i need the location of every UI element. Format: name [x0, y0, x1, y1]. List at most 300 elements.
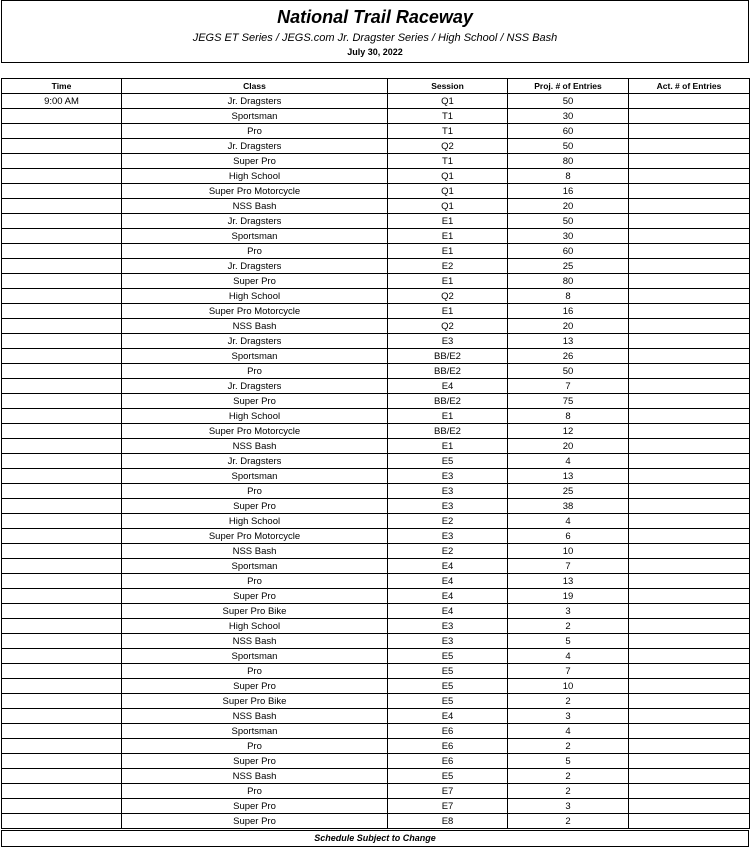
actual-entries-cell [629, 784, 750, 799]
session-cell: E5 [388, 664, 508, 679]
time-cell [2, 634, 122, 649]
time-cell [2, 379, 122, 394]
schedule-table [1, 78, 750, 829]
projected-entries-cell: 4 [508, 514, 629, 529]
session-cell: E3 [388, 499, 508, 514]
table-header-row [2, 79, 750, 94]
class-cell: Sportsman [122, 724, 388, 739]
actual-entries-cell [629, 154, 750, 169]
session-cell: E4 [388, 604, 508, 619]
actual-entries-cell [629, 619, 750, 634]
class-cell: NSS Bash [122, 199, 388, 214]
projected-entries-cell: 38 [508, 499, 629, 514]
actual-entries-cell [629, 604, 750, 619]
session-cell: E8 [388, 814, 508, 829]
projected-entries-cell: 8 [508, 169, 629, 184]
class-cell: Pro [122, 364, 388, 379]
projected-entries-cell: 2 [508, 814, 629, 829]
event-date: July 30, 2022 [347, 47, 403, 57]
actual-entries-cell [629, 454, 750, 469]
table-row [2, 199, 750, 214]
table-row [2, 784, 750, 799]
session-cell: E3 [388, 469, 508, 484]
projected-entries-cell: 19 [508, 589, 629, 604]
class-cell: Super Pro [122, 499, 388, 514]
projected-entries-cell: 3 [508, 604, 629, 619]
time-cell [2, 364, 122, 379]
actual-entries-cell [629, 469, 750, 484]
projected-entries-cell: 60 [508, 124, 629, 139]
projected-entries-cell: 6 [508, 529, 629, 544]
time-cell [2, 334, 122, 349]
actual-entries-cell [629, 184, 750, 199]
class-cell: Sportsman [122, 349, 388, 364]
time-cell [2, 559, 122, 574]
class-cell: Super Pro [122, 589, 388, 604]
table-row [2, 124, 750, 139]
table-row [2, 754, 750, 769]
class-cell: High School [122, 514, 388, 529]
session-cell: T1 [388, 124, 508, 139]
projected-entries-cell: 50 [508, 214, 629, 229]
time-cell [2, 469, 122, 484]
projected-entries-cell: 26 [508, 349, 629, 364]
session-cell: E2 [388, 544, 508, 559]
table-row [2, 679, 750, 694]
time-cell [2, 409, 122, 424]
session-cell: Q1 [388, 184, 508, 199]
table-row [2, 169, 750, 184]
actual-entries-cell [629, 814, 750, 829]
session-cell: E1 [388, 229, 508, 244]
session-cell: T1 [388, 109, 508, 124]
class-cell: NSS Bash [122, 439, 388, 454]
projected-entries-cell: 80 [508, 154, 629, 169]
table-row [2, 154, 750, 169]
time-cell [2, 619, 122, 634]
actual-entries-cell [629, 739, 750, 754]
actual-entries-cell [629, 544, 750, 559]
table-row [2, 604, 750, 619]
table-row [2, 499, 750, 514]
class-cell: Pro [122, 124, 388, 139]
time-cell [2, 529, 122, 544]
session-cell: BB/E2 [388, 364, 508, 379]
class-cell: Super Pro Motorcycle [122, 529, 388, 544]
time-cell [2, 394, 122, 409]
time-cell: 9:00 AM [2, 94, 122, 109]
projected-entries-cell: 50 [508, 364, 629, 379]
actual-entries-cell [629, 439, 750, 454]
table-row [2, 799, 750, 814]
session-cell: Q1 [388, 169, 508, 184]
column-header-actual-entries: Act. # of Entries [629, 79, 750, 94]
projected-entries-cell: 12 [508, 424, 629, 439]
actual-entries-cell [629, 589, 750, 604]
actual-entries-cell [629, 289, 750, 304]
table-row [2, 529, 750, 544]
time-cell [2, 154, 122, 169]
class-cell: Super Pro [122, 679, 388, 694]
session-cell: E3 [388, 529, 508, 544]
session-cell: Q1 [388, 199, 508, 214]
class-cell: Super Pro [122, 274, 388, 289]
column-header-time: Time [2, 79, 122, 94]
actual-entries-cell [629, 124, 750, 139]
projected-entries-cell: 4 [508, 454, 629, 469]
event-series-subtitle: JEGS ET Series / JEGS.com Jr. Dragster Series / High School / NSS Bash [192, 32, 558, 44]
time-cell [2, 574, 122, 589]
actual-entries-cell [629, 109, 750, 124]
projected-entries-cell: 10 [508, 544, 629, 559]
time-cell [2, 199, 122, 214]
session-cell: E4 [388, 709, 508, 724]
session-cell: E3 [388, 619, 508, 634]
actual-entries-cell [629, 799, 750, 814]
class-cell: Super Pro [122, 754, 388, 769]
time-cell [2, 289, 122, 304]
time-cell [2, 109, 122, 124]
class-cell: Super Pro Bike [122, 694, 388, 709]
schedule-table-body [2, 94, 750, 829]
projected-entries-cell: 5 [508, 634, 629, 649]
class-cell: Pro [122, 484, 388, 499]
class-cell: Sportsman [122, 109, 388, 124]
time-cell [2, 499, 122, 514]
actual-entries-cell [629, 694, 750, 709]
session-cell: E3 [388, 334, 508, 349]
class-cell: Sportsman [122, 469, 388, 484]
projected-entries-cell: 50 [508, 139, 629, 154]
class-cell: Super Pro [122, 814, 388, 829]
time-cell [2, 679, 122, 694]
class-cell: Pro [122, 574, 388, 589]
time-cell [2, 214, 122, 229]
time-cell [2, 604, 122, 619]
projected-entries-cell: 16 [508, 304, 629, 319]
class-cell: Jr. Dragsters [122, 94, 388, 109]
table-row [2, 709, 750, 724]
session-cell: Q2 [388, 139, 508, 154]
actual-entries-cell [629, 634, 750, 649]
class-cell: Super Pro [122, 154, 388, 169]
actual-entries-cell [629, 169, 750, 184]
table-row [2, 469, 750, 484]
session-cell: E5 [388, 694, 508, 709]
time-cell [2, 814, 122, 829]
class-cell: Jr. Dragsters [122, 214, 388, 229]
session-cell: E6 [388, 754, 508, 769]
projected-entries-cell: 8 [508, 289, 629, 304]
session-cell: E1 [388, 304, 508, 319]
table-row [2, 559, 750, 574]
time-cell [2, 439, 122, 454]
actual-entries-cell [629, 214, 750, 229]
actual-entries-cell [629, 349, 750, 364]
time-cell [2, 139, 122, 154]
time-cell [2, 274, 122, 289]
session-cell: Q2 [388, 319, 508, 334]
session-cell: E7 [388, 784, 508, 799]
class-cell: Super Pro Motorcycle [122, 304, 388, 319]
projected-entries-cell: 50 [508, 94, 629, 109]
table-row [2, 439, 750, 454]
column-header-projected-entries: Proj. # of Entries [508, 79, 629, 94]
actual-entries-cell [629, 514, 750, 529]
class-cell: Jr. Dragsters [122, 259, 388, 274]
time-cell [2, 754, 122, 769]
table-row [2, 589, 750, 604]
table-row [2, 274, 750, 289]
class-cell: Sportsman [122, 559, 388, 574]
projected-entries-cell: 2 [508, 769, 629, 784]
session-cell: Q2 [388, 289, 508, 304]
actual-entries-cell [629, 679, 750, 694]
actual-entries-cell [629, 484, 750, 499]
projected-entries-cell: 30 [508, 109, 629, 124]
time-cell [2, 724, 122, 739]
time-cell [2, 709, 122, 724]
actual-entries-cell [629, 274, 750, 289]
class-cell: High School [122, 289, 388, 304]
table-row [2, 184, 750, 199]
actual-entries-cell [629, 529, 750, 544]
time-cell [2, 349, 122, 364]
page-title: National Trail Raceway [277, 7, 473, 27]
projected-entries-cell: 7 [508, 559, 629, 574]
class-cell: NSS Bash [122, 709, 388, 724]
class-cell: Pro [122, 244, 388, 259]
table-row [2, 364, 750, 379]
projected-entries-cell: 25 [508, 484, 629, 499]
projected-entries-cell: 75 [508, 394, 629, 409]
table-row [2, 214, 750, 229]
session-cell: E2 [388, 259, 508, 274]
projected-entries-cell: 2 [508, 619, 629, 634]
class-cell: Pro [122, 664, 388, 679]
session-cell: E1 [388, 214, 508, 229]
table-row [2, 724, 750, 739]
class-cell: High School [122, 409, 388, 424]
session-cell: E6 [388, 739, 508, 754]
class-cell: NSS Bash [122, 319, 388, 334]
actual-entries-cell [629, 259, 750, 274]
table-row [2, 334, 750, 349]
time-cell [2, 259, 122, 274]
table-row [2, 139, 750, 154]
actual-entries-cell [629, 244, 750, 259]
class-cell: Jr. Dragsters [122, 379, 388, 394]
class-cell: Super Pro [122, 799, 388, 814]
projected-entries-cell: 7 [508, 664, 629, 679]
table-row [2, 379, 750, 394]
class-cell: NSS Bash [122, 634, 388, 649]
table-row [2, 514, 750, 529]
class-cell: Pro [122, 784, 388, 799]
projected-entries-cell: 20 [508, 439, 629, 454]
projected-entries-cell: 2 [508, 739, 629, 754]
actual-entries-cell [629, 574, 750, 589]
time-cell [2, 229, 122, 244]
table-row [2, 229, 750, 244]
class-cell: Sportsman [122, 649, 388, 664]
table-row [2, 94, 750, 109]
session-cell: BB/E2 [388, 424, 508, 439]
session-cell: BB/E2 [388, 394, 508, 409]
class-cell: High School [122, 169, 388, 184]
table-row [2, 619, 750, 634]
table-row [2, 769, 750, 784]
class-cell: Jr. Dragsters [122, 139, 388, 154]
session-cell: E2 [388, 514, 508, 529]
time-cell [2, 589, 122, 604]
session-cell: E3 [388, 634, 508, 649]
actual-entries-cell [629, 319, 750, 334]
actual-entries-cell [629, 724, 750, 739]
actual-entries-cell [629, 769, 750, 784]
class-cell: Jr. Dragsters [122, 334, 388, 349]
class-cell: High School [122, 619, 388, 634]
session-cell: E6 [388, 724, 508, 739]
session-cell: E4 [388, 589, 508, 604]
table-row [2, 544, 750, 559]
projected-entries-cell: 7 [508, 379, 629, 394]
projected-entries-cell: 30 [508, 229, 629, 244]
table-row [2, 664, 750, 679]
actual-entries-cell [629, 229, 750, 244]
actual-entries-cell [629, 364, 750, 379]
table-row [2, 484, 750, 499]
session-cell: E4 [388, 379, 508, 394]
time-cell [2, 739, 122, 754]
time-cell [2, 664, 122, 679]
projected-entries-cell: 80 [508, 274, 629, 289]
time-cell [2, 424, 122, 439]
actual-entries-cell [629, 499, 750, 514]
time-cell [2, 649, 122, 664]
time-cell [2, 784, 122, 799]
actual-entries-cell [629, 424, 750, 439]
projected-entries-cell: 20 [508, 319, 629, 334]
session-cell: E4 [388, 574, 508, 589]
projected-entries-cell: 8 [508, 409, 629, 424]
table-row [2, 109, 750, 124]
actual-entries-cell [629, 379, 750, 394]
time-cell [2, 769, 122, 784]
time-cell [2, 184, 122, 199]
time-cell [2, 544, 122, 559]
class-cell: Sportsman [122, 229, 388, 244]
session-cell: E5 [388, 679, 508, 694]
session-cell: E1 [388, 244, 508, 259]
time-cell [2, 304, 122, 319]
projected-entries-cell: 4 [508, 724, 629, 739]
session-cell: E5 [388, 769, 508, 784]
class-cell: Super Pro [122, 394, 388, 409]
time-cell [2, 169, 122, 184]
session-cell: E5 [388, 454, 508, 469]
projected-entries-cell: 2 [508, 784, 629, 799]
actual-entries-cell [629, 199, 750, 214]
actual-entries-cell [629, 139, 750, 154]
table-row [2, 304, 750, 319]
table-row [2, 739, 750, 754]
column-header-class: Class [122, 79, 388, 94]
table-row [2, 634, 750, 649]
session-cell: E1 [388, 409, 508, 424]
session-cell: E3 [388, 484, 508, 499]
class-cell: Super Pro Motorcycle [122, 424, 388, 439]
class-cell: Pro [122, 739, 388, 754]
time-cell [2, 799, 122, 814]
projected-entries-cell: 13 [508, 469, 629, 484]
table-row [2, 574, 750, 589]
time-cell [2, 694, 122, 709]
session-cell: BB/E2 [388, 349, 508, 364]
actual-entries-cell [629, 664, 750, 679]
session-cell: T1 [388, 154, 508, 169]
projected-entries-cell: 3 [508, 799, 629, 814]
actual-entries-cell [629, 394, 750, 409]
projected-entries-cell: 20 [508, 199, 629, 214]
actual-entries-cell [629, 304, 750, 319]
table-row [2, 694, 750, 709]
class-cell: Super Pro Bike [122, 604, 388, 619]
projected-entries-cell: 5 [508, 754, 629, 769]
table-row [2, 394, 750, 409]
class-cell: Super Pro Motorcycle [122, 184, 388, 199]
table-row [2, 454, 750, 469]
schedule-header [1, 0, 749, 63]
time-cell [2, 319, 122, 334]
actual-entries-cell [629, 754, 750, 769]
projected-entries-cell: 60 [508, 244, 629, 259]
table-row [2, 814, 750, 829]
projected-entries-cell: 2 [508, 694, 629, 709]
projected-entries-cell: 3 [508, 709, 629, 724]
actual-entries-cell [629, 94, 750, 109]
projected-entries-cell: 13 [508, 574, 629, 589]
actual-entries-cell [629, 409, 750, 424]
projected-entries-cell: 13 [508, 334, 629, 349]
projected-entries-cell: 10 [508, 679, 629, 694]
session-cell: E4 [388, 559, 508, 574]
time-cell [2, 484, 122, 499]
session-cell: E1 [388, 439, 508, 454]
table-row [2, 259, 750, 274]
projected-entries-cell: 25 [508, 259, 629, 274]
table-row [2, 349, 750, 364]
schedule-footer-note: Schedule Subject to Change [1, 830, 749, 847]
actual-entries-cell [629, 334, 750, 349]
table-row [2, 244, 750, 259]
actual-entries-cell [629, 709, 750, 724]
projected-entries-cell: 16 [508, 184, 629, 199]
class-cell: NSS Bash [122, 769, 388, 784]
class-cell: Jr. Dragsters [122, 454, 388, 469]
session-cell: E1 [388, 274, 508, 289]
column-header-session: Session [388, 79, 508, 94]
table-row [2, 289, 750, 304]
actual-entries-cell [629, 649, 750, 664]
time-cell [2, 454, 122, 469]
time-cell [2, 244, 122, 259]
projected-entries-cell: 4 [508, 649, 629, 664]
table-row [2, 409, 750, 424]
table-row [2, 319, 750, 334]
session-cell: E7 [388, 799, 508, 814]
session-cell: Q1 [388, 94, 508, 109]
